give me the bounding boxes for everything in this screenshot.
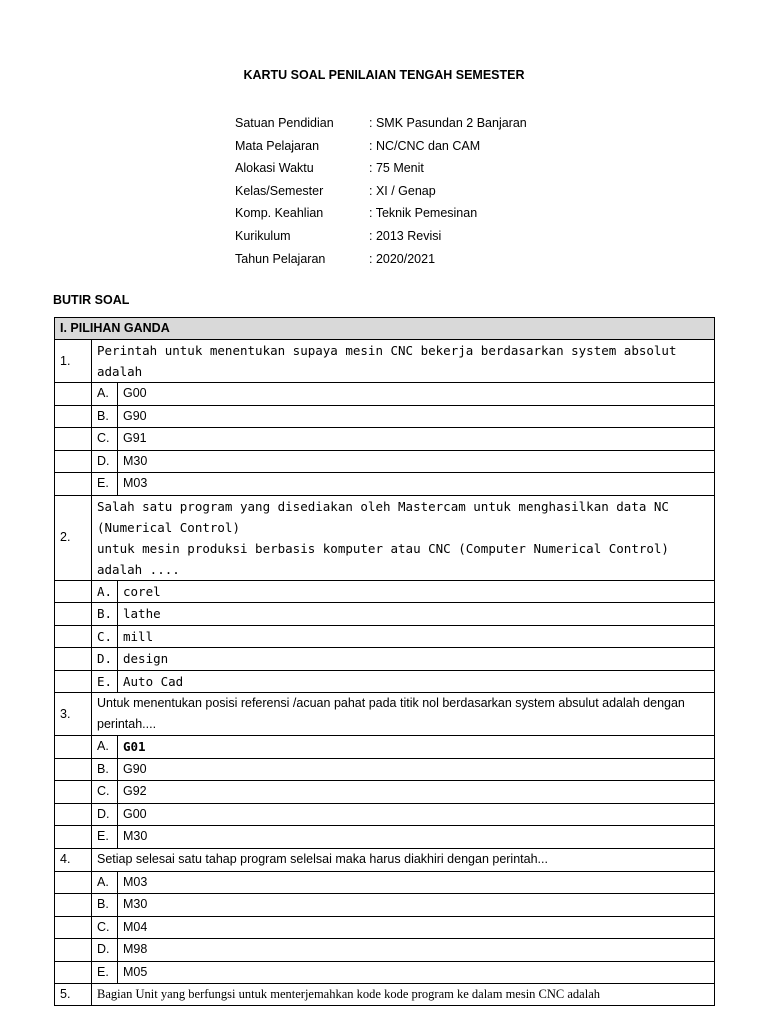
- option-letter: C.: [92, 781, 118, 804]
- option-text: corel: [118, 580, 715, 603]
- option-spacer: [55, 603, 92, 626]
- option-spacer: [55, 871, 92, 894]
- meta-label: Satuan Pendidian: [235, 116, 334, 130]
- section-title: I. PILIHAN GANDA: [55, 318, 715, 340]
- question-text-line: Untuk menentukan posisi referensi /acuan pahat pada titik nol berdasarkan system absulut adalah dengan: [97, 696, 685, 710]
- option-letter: B.: [92, 405, 118, 428]
- option-text: M30: [118, 826, 715, 849]
- option-text: G91: [118, 428, 715, 451]
- option-text: design: [118, 648, 715, 671]
- option-letter: E.: [92, 473, 118, 496]
- meta-label: Komp. Keahlian: [235, 206, 324, 221]
- meta-row: [235, 112, 527, 135]
- question-text: Bagian Unit yang berfungsi untuk menterjemahkan kode kode program ke dalam mesin CNC adalah: [92, 984, 715, 1006]
- option-spacer: [55, 939, 92, 962]
- option-spacer: [55, 473, 92, 496]
- option-letter: C.: [92, 625, 118, 648]
- option-letter: E.: [92, 826, 118, 849]
- question-number: 5.: [55, 984, 92, 1006]
- option-row: [55, 428, 715, 451]
- meta-label: Kelas/Semester: [235, 183, 324, 198]
- option-row: [55, 894, 715, 917]
- butir-soal-heading: BUTIR SOAL: [53, 293, 130, 307]
- option-text: M30: [118, 450, 715, 473]
- option-spacer: [55, 428, 92, 451]
- option-text: M30: [118, 894, 715, 917]
- option-row: [55, 961, 715, 984]
- option-spacer: [55, 894, 92, 917]
- option-row: [55, 781, 715, 804]
- meta-value: : SMK Pasundan 2 Banjaran: [369, 116, 527, 130]
- meta-label: Mata Pelajaran: [235, 138, 320, 153]
- option-letter: D.: [92, 648, 118, 671]
- meta-value: : NC/CNC dan CAM: [369, 138, 481, 153]
- meta-label: Alokasi Waktu: [235, 161, 314, 176]
- question-text: Setiap selesai satu tahap program selelsai maka harus diakhiri dengan perintah...: [92, 848, 715, 871]
- meta-value: : 75 Menit: [369, 161, 424, 176]
- question-text-line: untuk mesin produksi berbasis komputer atau CNC (Computer Numerical Control) adalah ....: [97, 540, 669, 577]
- option-spacer: [55, 405, 92, 428]
- meta-row: [235, 157, 527, 180]
- option-row: [55, 648, 715, 671]
- option-letter: C.: [92, 916, 118, 939]
- meta-row: [235, 202, 527, 225]
- question-row: [55, 693, 715, 736]
- option-row: [55, 670, 715, 693]
- option-letter: A.: [92, 383, 118, 406]
- option-text: G01: [118, 736, 715, 759]
- option-text: G00: [118, 803, 715, 826]
- option-spacer: [55, 961, 92, 984]
- option-letter: A.: [92, 736, 118, 759]
- option-letter: B.: [92, 758, 118, 781]
- meta-label: Tahun Pelajaran: [235, 251, 326, 266]
- meta-value: : 2020/2021: [369, 251, 436, 266]
- option-row: [55, 383, 715, 406]
- option-row: [55, 580, 715, 603]
- option-letter: C.: [92, 428, 118, 451]
- option-spacer: [55, 916, 92, 939]
- option-row: [55, 939, 715, 962]
- option-text: M04: [118, 916, 715, 939]
- option-text: G92: [118, 781, 715, 804]
- option-text: mill: [118, 625, 715, 648]
- question-number: 1.: [55, 340, 92, 383]
- meta-row: [235, 225, 527, 248]
- option-text: G00: [118, 383, 715, 406]
- option-row: [55, 871, 715, 894]
- option-letter: E.: [92, 961, 118, 984]
- option-row: [55, 450, 715, 473]
- option-spacer: [55, 450, 92, 473]
- option-text: G90: [118, 758, 715, 781]
- question-row: [55, 495, 715, 580]
- option-letter: D.: [92, 803, 118, 826]
- option-row: [55, 803, 715, 826]
- option-text: M03: [118, 473, 715, 496]
- meta-row: [235, 180, 527, 203]
- meta-value: : Teknik Pemesinan: [369, 206, 478, 221]
- meta-value: : 2013 Revisi: [369, 228, 442, 243]
- section-header-row: [55, 318, 715, 340]
- option-text: M03: [118, 871, 715, 894]
- option-letter: E.: [92, 670, 118, 693]
- option-row: [55, 758, 715, 781]
- meta-row: [235, 248, 527, 271]
- option-letter: B.: [92, 603, 118, 626]
- meta-block: [235, 112, 527, 270]
- question-row: [55, 340, 715, 383]
- option-row: [55, 473, 715, 496]
- option-text: M05: [118, 961, 715, 984]
- question-table: [54, 317, 715, 1006]
- question-text-line: Salah satu program yang disediakan oleh Mastercam untuk menghasilkan data NC (Numerical Control): [97, 498, 669, 535]
- question-number: 4.: [55, 848, 92, 871]
- option-row: [55, 405, 715, 428]
- option-spacer: [55, 758, 92, 781]
- option-spacer: [55, 625, 92, 648]
- option-letter: D.: [92, 450, 118, 473]
- question-text: [92, 693, 715, 736]
- option-row: [55, 603, 715, 626]
- meta-value: : XI / Genap: [369, 183, 436, 198]
- option-row: [55, 826, 715, 849]
- meta-label: Kurikulum: [235, 228, 291, 243]
- question-row: [55, 984, 715, 1006]
- option-spacer: [55, 781, 92, 804]
- option-spacer: [55, 803, 92, 826]
- option-letter: D.: [92, 939, 118, 962]
- option-text: G90: [118, 405, 715, 428]
- question-text: [92, 495, 715, 580]
- question-number: 3.: [55, 693, 92, 736]
- meta-row: [235, 135, 527, 158]
- option-spacer: [55, 736, 92, 759]
- question-number: 2.: [55, 495, 92, 580]
- option-spacer: [55, 826, 92, 849]
- option-text: lathe: [118, 603, 715, 626]
- question-text-line: perintah....: [97, 717, 157, 731]
- option-spacer: [55, 580, 92, 603]
- option-spacer: [55, 383, 92, 406]
- option-row: [55, 625, 715, 648]
- document-title: KARTU SOAL PENILAIAN TENGAH SEMESTER: [243, 68, 525, 82]
- option-letter: A.: [92, 580, 118, 603]
- option-letter: A.: [92, 871, 118, 894]
- option-text: M98: [118, 939, 715, 962]
- option-row: [55, 916, 715, 939]
- option-row: [55, 736, 715, 759]
- question-row: [55, 848, 715, 871]
- option-spacer: [55, 648, 92, 671]
- option-letter: B.: [92, 894, 118, 917]
- option-text: Auto Cad: [118, 670, 715, 693]
- option-spacer: [55, 670, 92, 693]
- question-text: Perintah untuk menentukan supaya mesin CNC bekerja berdasarkan system absolut adalah: [92, 340, 715, 383]
